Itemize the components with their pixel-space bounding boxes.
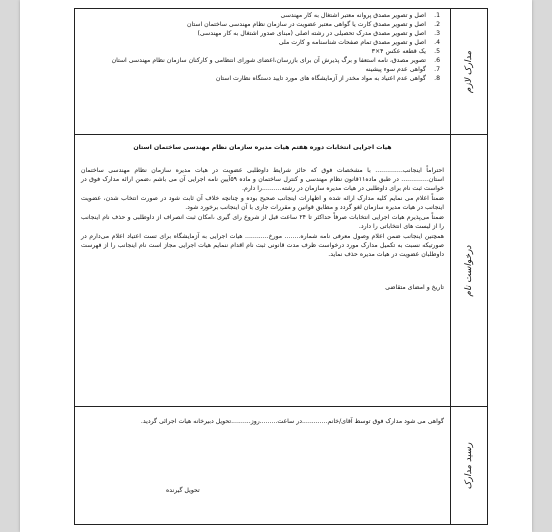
receipt-side-cell — [451, 407, 488, 525]
document-item: 8. گواهی عدم اعتیاد به مواد مخدر از آزمایشگاه های مورد تایید دستگاه نظارت استان — [215, 75, 440, 82]
document-item: 2. اصل و تصویر مصدق کارت یا گواهی معتبر عضویت در سازمان نظام مهندسی ساختمان استان — [186, 21, 440, 28]
receiver-signature-label: تحویل گیرنده — [166, 487, 200, 494]
registration-form-table — [74, 8, 488, 525]
document-item: 4. اصل و تصویر مصدق تمام صفحات شناسنامه و کارت ملی — [278, 39, 440, 46]
receipt-side-label: رسید مدارک — [464, 442, 474, 489]
documents-section — [75, 9, 488, 135]
document-item: 1. اصل و تصویر مصدق پروانه معتبر اشتغال به کار مهندسی — [280, 12, 440, 19]
documents-side-cell — [451, 9, 488, 135]
document-item: 6. تصویر مصدق، نامه استعفا و برگ پذیرش آن برای بازرسان،اعضای شورای انتظامی و کارکنان سازمان نظام مهندسی استان — [111, 57, 440, 64]
application-title: هیات اجرایی انتخابات دوره هفتم هیات مدیره سازمان نظام مهندسی ساختمان استان — [133, 144, 392, 151]
receipt-text: گواهی می شود مدارک فوق توسط آقای/خانم.............در ساعت.........روز..........تحویل دبیرخانه هیات اجرائی گردید. — [140, 418, 444, 425]
application-paragraph: ضمناً اعلام می نمایم کلیه مدارک ارائه شده و اظهارات اینجانب صحیح بوده و چنانچه خلاف آن ثابت شود در صورت انتخاب شدن، عضویت اینجانب در هیات مدیره سازمان لغو گردد و مطابق قوانین و مقررات جاری با آن اینجانب برخورد شود. — [81, 195, 444, 211]
document-page — [20, 0, 532, 532]
document-item: 5. یک قطعه عکس ۴×۳ — [371, 48, 440, 55]
application-paragraph: ضمناً می‌پذیرم هیات اجرایی انتخابات صرفاً حداکثر تا ۲۴ ساعت قبل از شروع رای گیری ،امکان ثبت انصراف از داوطلبی و حذف نام اینجانب را از لیست های انتخاباتی را دارد. — [81, 214, 444, 230]
document-item: 7. گواهی عدم سوء پیشینه — [365, 66, 440, 73]
receipt-cell — [75, 407, 451, 525]
application-paragraph: همچنین اینجانب ضمن اعلام وصول معرفی نامه شماره........ مورخ............ هیات اجرایی به آزمایشگاه برای تست اعتیاد اعلام می‌دارم در صورتیکه نسبت به تکمیل مدارک مورد درخواست ظرف مدت قانونی ثبت نام اقدام ننمایم هیات اجرایی مجاز است نام اینجانب را از فهرست داوطلبان عضویت در هیات مدیره حذف نماید. — [81, 233, 444, 258]
application-paragraph: احتراماً اینجانب.............. با مشخصات فوق که حائز شرایط داوطلبی عضویت در هیات مدیره سازمان نظام مهندسی ساختمان استان.............. در طبق ماده۱۱قانون نظام مهندسی و کنترل ساختمان و ماده ۵۹آیین نامه اجرایی آن می باشم ،ضمن ارائه مدارک فوق در خواست ثبت نام برای داوطلبی در هیات مدیره سازمان در رشته..........را دارم. — [81, 167, 445, 192]
documents-side-label: مدارک لازم — [464, 50, 474, 93]
application-section — [75, 135, 488, 407]
documents-list-cell — [75, 9, 451, 135]
receipt-section — [75, 407, 488, 525]
application-cell — [75, 135, 451, 407]
required-documents-list — [81, 11, 444, 83]
application-side-cell — [451, 135, 488, 407]
document-item: 3. اصل و تصویر مصدق مدرک تحصیلی در رشته اصلی (مبنای صدور اشتغال به کار مهندسی) — [197, 30, 440, 37]
applicant-signature-label: تاریخ و امضای متقاضی — [385, 284, 444, 291]
application-side-label: درخواست نام — [464, 244, 474, 297]
